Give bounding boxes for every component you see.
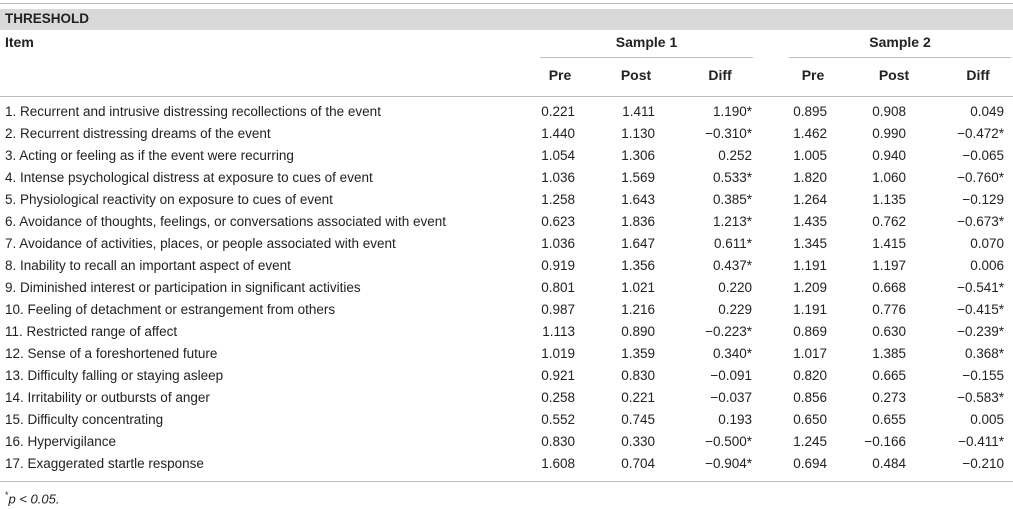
sample2-post-cell: 0.630 [872, 324, 906, 339]
sample1-pre-cell: 0.623 [541, 214, 575, 229]
sample1-pre-cell: 0.987 [541, 302, 575, 317]
sample2-pre-cell: 0.820 [793, 368, 827, 383]
sample2-post-cell: 1.197 [872, 258, 906, 273]
sample2-pre-cell: 1.245 [793, 434, 827, 449]
sample2-pre-cell: 1.191 [793, 302, 827, 317]
s1-post-header: Post [620, 67, 652, 83]
sample1-post-cell: 1.643 [621, 192, 655, 207]
s1-pre-header: Pre [548, 67, 572, 83]
sample2-diff-cell: −0.155 [962, 368, 1004, 383]
sample1-pre-cell: 0.830 [541, 434, 575, 449]
table-title: THRESHOLD [5, 11, 89, 26]
sample2-post-cell: 0.484 [872, 456, 906, 471]
sample2-pre-cell: 1.264 [793, 192, 827, 207]
row-item-label: 6. Avoidance of thoughts, feelings, or conversations associated with event [5, 214, 447, 229]
sample2-post-cell: 0.762 [872, 214, 906, 229]
row-item-label: 13. Difficulty falling or staying asleep [5, 368, 224, 383]
sample2-diff-cell: 0.049 [970, 104, 1004, 119]
sample1-diff-cell: 1.190* [712, 104, 752, 119]
s2-post-header: Post [878, 67, 910, 83]
sample1-post-cell: 1.356 [621, 258, 655, 273]
sample2-post-cell: 1.135 [872, 192, 906, 207]
sample1-diff-cell: 0.220 [718, 280, 752, 295]
row-item-label: 16. Hypervigilance [5, 434, 117, 449]
sample1-post-cell: 1.836 [621, 214, 655, 229]
sample1-diff-cell: 0.229 [718, 302, 752, 317]
sample1-pre-cell: 1.054 [541, 148, 575, 163]
sample1-pre-cell: 1.258 [541, 192, 575, 207]
row-item-label: 2. Recurrent distressing dreams of the event [5, 126, 271, 141]
sample2-pre-cell: 1.209 [793, 280, 827, 295]
sample1-diff-cell: −0.904* [705, 456, 752, 471]
item-header: Item [5, 34, 34, 50]
row-item-label: 3. Acting or feeling as if the event were recurring [5, 148, 294, 163]
sample1-pre-cell: 0.919 [541, 258, 575, 273]
sample2-pre-cell: 1.005 [793, 148, 827, 163]
sample2-diff-cell: −0.472* [957, 126, 1004, 141]
sample1-pre-cell: 1.036 [541, 170, 575, 185]
sample2-post-cell: 1.385 [872, 346, 906, 361]
sample1-pre-cell: 0.801 [541, 280, 575, 295]
sample2-post-cell: −0.166 [864, 434, 906, 449]
sample1-post-cell: 1.569 [621, 170, 655, 185]
sample2-diff-cell: −0.541* [957, 280, 1004, 295]
sample2-post-cell: 0.665 [872, 368, 906, 383]
sample2-diff-cell: −0.065 [962, 148, 1004, 163]
sample1-pre-cell: 1.608 [541, 456, 575, 471]
sample2-diff-cell: −0.673* [957, 214, 1004, 229]
sample2-diff-cell: 0.006 [970, 258, 1004, 273]
sample1-diff-cell: −0.223* [705, 324, 752, 339]
bottom-rule [0, 481, 1013, 482]
sample1-diff-cell: −0.310* [705, 126, 752, 141]
row-item-label: 5. Physiological reactivity on exposure to cues of event [5, 192, 333, 207]
sample1-diff-cell: 0.533* [712, 170, 752, 185]
sample1-post-cell: 1.359 [621, 346, 655, 361]
sample2-pre-cell: 1.435 [793, 214, 827, 229]
sample1-diff-cell: 0.340* [712, 346, 752, 361]
sample1-post-cell: 0.330 [621, 434, 655, 449]
top-rule [0, 3, 1013, 4]
sample1-pre-cell: 0.258 [541, 390, 575, 405]
sample1-diff-cell: 1.213* [712, 214, 752, 229]
sample1-post-cell: 0.830 [621, 368, 655, 383]
sample2-post-cell: 0.990 [872, 126, 906, 141]
row-item-label: 4. Intense psychological distress at exposure to cues of event [5, 170, 373, 185]
table-title-banner [0, 9, 1013, 30]
sample2-post-cell: 0.908 [872, 104, 906, 119]
row-item-label: 1. Recurrent and intrusive distressing recollections of the event [5, 104, 381, 119]
row-item-label: 8. Inability to recall an important aspect of event [5, 258, 291, 273]
row-item-label: 17. Exaggerated startle response [5, 456, 204, 471]
sample1-post-cell: 0.704 [621, 456, 655, 471]
sample1-diff-cell: 0.252 [718, 148, 752, 163]
s1-diff-header: Diff [708, 67, 732, 83]
sample2-post-cell: 0.776 [872, 302, 906, 317]
sample1-pre-cell: 1.113 [542, 324, 575, 339]
sample1-pre-cell: 1.440 [541, 126, 575, 141]
sample1-post-cell: 1.306 [621, 148, 655, 163]
sample1-pre-cell: 1.036 [541, 236, 575, 251]
sample2-diff-cell: −0.239* [957, 324, 1004, 339]
sample2-pre-cell: 1.345 [793, 236, 827, 251]
sample2-pre-cell: 0.869 [793, 324, 827, 339]
sample2-diff-cell: −0.583* [957, 390, 1004, 405]
sample1-post-cell: 0.745 [621, 412, 655, 427]
row-item-label: 9. Diminished interest or participation in significant activities [5, 280, 361, 295]
row-item-label: 11. Restricted range of affect [5, 324, 178, 339]
sample2-pre-cell: 1.462 [793, 126, 827, 141]
sample1-post-cell: 1.216 [621, 302, 655, 317]
sample1-post-cell: 0.890 [621, 324, 655, 339]
sample1-pre-cell: 0.921 [541, 368, 575, 383]
sample2-diff-cell: −0.760* [957, 170, 1004, 185]
row-item-label: 12. Sense of a foreshortened future [5, 346, 218, 361]
sample1-pre-cell: 0.552 [541, 412, 575, 427]
sample2-post-cell: 0.655 [872, 412, 906, 427]
footnote [5, 490, 59, 506]
sample1-diff-cell: −0.091 [710, 368, 752, 383]
sample2-post-cell: 0.273 [872, 390, 906, 405]
sample2-diff-cell: 0.070 [970, 236, 1004, 251]
sample1-header: Sample 1 [615, 34, 678, 50]
sample1-post-cell: 1.130 [621, 126, 655, 141]
sample2-pre-cell: 0.895 [793, 104, 827, 119]
header-rule [0, 96, 1013, 97]
s2-pre-header: Pre [801, 67, 825, 83]
sample2-post-cell: 0.668 [872, 280, 906, 295]
sample1-pre-cell: 1.019 [541, 346, 575, 361]
sample2-diff-cell: 0.368* [964, 346, 1004, 361]
sample2-pre-cell: 1.820 [793, 170, 827, 185]
sample2-underline [789, 57, 1011, 58]
sample2-post-cell: 0.940 [872, 148, 906, 163]
sample2-diff-cell: −0.129 [962, 192, 1004, 207]
sample2-diff-cell: 0.005 [970, 412, 1004, 427]
sample1-post-cell: 1.647 [621, 236, 655, 251]
sample1-underline [540, 57, 753, 58]
sample2-pre-cell: 1.191 [793, 258, 827, 273]
sample2-pre-cell: 0.694 [793, 456, 827, 471]
sample2-pre-cell: 0.650 [793, 412, 827, 427]
row-item-label: 7. Avoidance of activities, places, or people associated with event [5, 236, 396, 251]
sample1-post-cell: 1.411 [622, 104, 655, 119]
sample2-diff-cell: −0.411* [958, 434, 1004, 449]
row-item-label: 14. Irritability or outbursts of anger [5, 390, 210, 405]
sample2-diff-cell: −0.210 [962, 456, 1004, 471]
sample2-post-cell: 1.415 [872, 236, 906, 251]
footnote-mark: * [5, 490, 9, 500]
sample2-pre-cell: 1.017 [793, 346, 827, 361]
sample1-pre-cell: 0.221 [541, 104, 575, 119]
sample2-pre-cell: 0.856 [793, 390, 827, 405]
sample1-diff-cell: 0.193 [718, 412, 752, 427]
row-item-label: 10. Feeling of detachment or estrangement from others [5, 302, 336, 317]
sample2-diff-cell: −0.415* [957, 302, 1004, 317]
sample1-diff-cell: −0.037 [710, 390, 752, 405]
sample1-diff-cell: 0.611* [713, 236, 752, 251]
footnote-text: p < 0.05. [8, 491, 60, 507]
s2-diff-header: Diff [966, 67, 990, 83]
sample1-post-cell: 0.221 [621, 390, 655, 405]
sample1-diff-cell: −0.500* [705, 434, 752, 449]
sample2-post-cell: 1.060 [872, 170, 906, 185]
sample1-diff-cell: 0.437* [712, 258, 752, 273]
sample2-header: Sample 2 [869, 34, 931, 50]
sample1-post-cell: 1.021 [621, 280, 655, 295]
row-item-label: 15. Difficulty concentrating [5, 412, 164, 427]
sample1-diff-cell: 0.385* [712, 192, 752, 207]
